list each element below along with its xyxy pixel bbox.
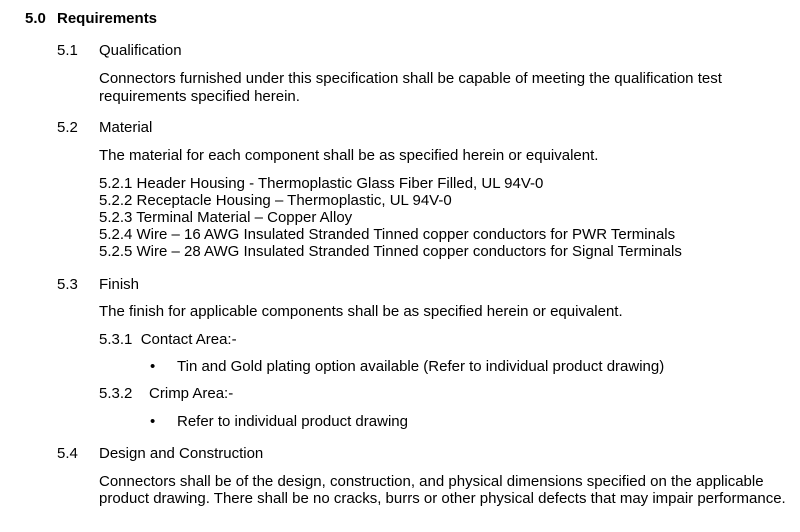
subsection-title-5-3: Finish [99,276,140,293]
list-item-5-2-2: 5.2.2 Receptacle Housing – Thermoplastic, UL 94V-0 [99,192,452,209]
subsection-title-5-4: Design and Construction [99,445,264,462]
list-item-5-2-3: 5.2.3 Terminal Material – Copper Alloy [99,209,353,226]
sub-label-5-3-1: 5.3.1 Contact Area:- [99,331,237,348]
sub-label-5-3-2: 5.3.2 Crimp Area:- [99,385,234,402]
paragraph-5-3: The finish for applicable components shall be as specified herein or equivalent. [99,303,623,320]
bullet-marker: • [150,358,156,375]
subsection-number-5-3: 5.3 [57,276,78,293]
bullet-item-crimp-area: Refer to individual product drawing [177,413,408,430]
section-number: 5.0 [25,10,46,27]
paragraph-5-2: The material for each component shall be as specified herein or equivalent. [99,147,599,164]
subsection-number-5-2: 5.2 [57,119,78,136]
bullet-marker: • [150,413,156,430]
list-item-5-2-1: 5.2.1 Header Housing - Thermoplastic Glass Fiber Filled, UL 94V-0 [99,175,544,192]
list-item-5-2-4: 5.2.4 Wire – 16 AWG Insulated Stranded Tinned copper conductors for PWR Terminals [99,226,676,243]
list-item-5-2-5: 5.2.5 Wire – 28 AWG Insulated Stranded Tinned copper conductors for Signal Terminals [99,243,682,260]
subsection-number-5-4: 5.4 [57,445,78,462]
subsection-title-5-2: Material [99,119,153,136]
section-title: Requirements [57,10,158,27]
subsection-number-5-1: 5.1 [57,42,78,59]
subsection-title-5-1: Qualification [99,42,182,59]
bullet-item-contact-area: Tin and Gold plating option available (Refer to individual product drawing) [177,358,665,375]
paragraph-5-1: Connectors furnished under this specification shall be capable of meeting the qualification test requirements specified herein. [99,70,722,105]
paragraph-5-4: Connectors shall be of the design, construction, and physical dimensions specified on the applicable product drawing. There shall be no cracks, burrs or other physical defects that may impair performance. [99,473,786,507]
